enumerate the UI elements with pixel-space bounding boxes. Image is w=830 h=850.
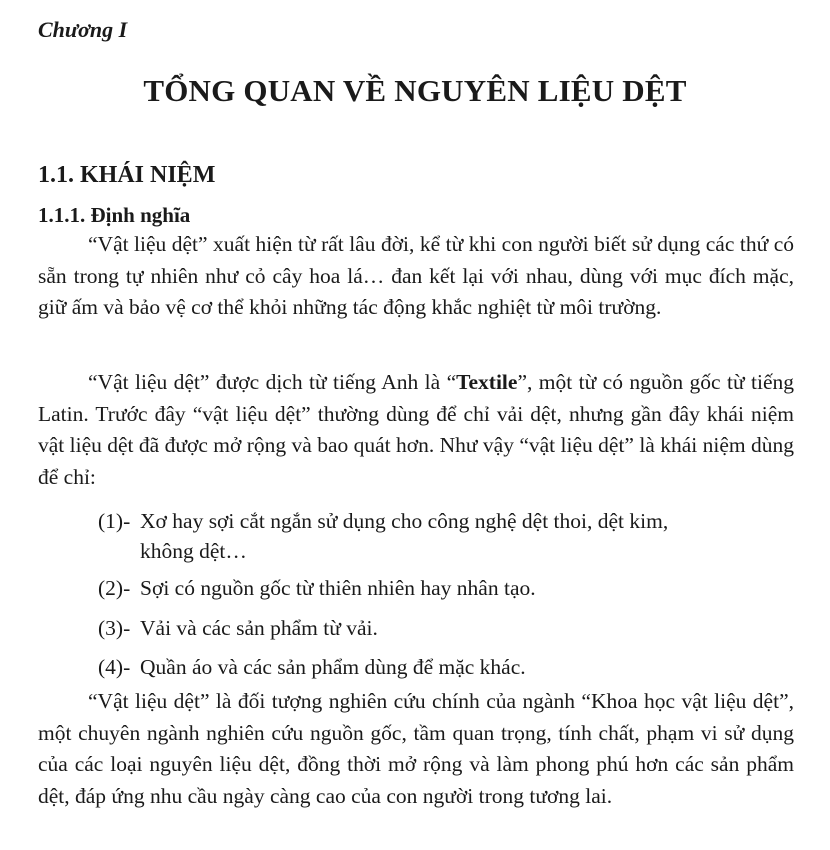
list-item	[98, 506, 798, 566]
list-marker: (2)-	[98, 576, 131, 600]
subsection-heading: 1.1.1. Định nghĩa	[38, 203, 191, 227]
list-marker: (4)-	[98, 655, 131, 679]
paragraph-textile	[38, 367, 794, 493]
paragraph-textile-part2: ”, một từ có nguồn gốc từ tiếng Latin. Trước đây “vật liệu dệt” thường dùng để chỉ vải dệt, nhưng gần đây khái niệm vật liệu dệt đã được mở rộng và bao quát hơn. Như vậy “vật liệu dệt” là khái niệm dùng để chỉ:	[38, 370, 794, 489]
chapter-label: Chương I	[38, 17, 128, 42]
textile-term: Textile	[456, 370, 518, 394]
section-heading: 1.1. KHÁI NIỆM	[38, 162, 216, 188]
list-item-text: Xơ hay sợi cắt ngắn sử dụng cho công nghệ dệt thoi, dệt kim,	[140, 509, 669, 533]
list-item	[98, 573, 798, 603]
list-marker: (3)-	[98, 616, 131, 640]
list-item	[98, 652, 798, 682]
chapter-title: TỔNG QUAN VỀ NGUYÊN LIỆU DỆT	[143, 73, 687, 108]
list-item-text: Vải và các sản phẩm từ vải.	[140, 616, 378, 640]
list-item-continuation: không dệt…	[140, 539, 247, 563]
list-item	[98, 613, 798, 643]
paragraph-definition: “Vật liệu dệt” xuất hiện từ rất lâu đời, kể từ khi con người biết sử dụng các thứ có sẵn trong tự nhiên như cỏ cây hoa lá… đan kết lại với nhau, dùng với mục đích mặc, giữ ấm và bảo vệ cơ thể khỏi những tác động khắc nghiệt từ môi trường.	[38, 232, 794, 319]
list-item-text: Sợi có nguồn gốc từ thiên nhiên hay nhân tạo.	[140, 576, 536, 600]
list-marker: (1)-	[98, 509, 131, 533]
paragraph-textile-part1: “Vật liệu dệt” được dịch từ tiếng Anh là “	[88, 370, 457, 394]
list-item-text: Quần áo và các sản phẩm dùng để mặc khác.	[140, 655, 526, 679]
paragraph-research-field: “Vật liệu dệt” là đối tượng nghiên cứu chính của ngành “Khoa học vật liệu dệt”, một chuyên ngành nghiên cứu nguồn gốc, tầm quan trọng, tính chất, phạm vi sử dụng của các loại nguyên liệu dệt, đồng thời mở rộng và làm phong phú hơn các sản phẩm dệt, đáp ứng nhu cầu ngày càng cao của con người trong tương lai.	[38, 689, 794, 808]
